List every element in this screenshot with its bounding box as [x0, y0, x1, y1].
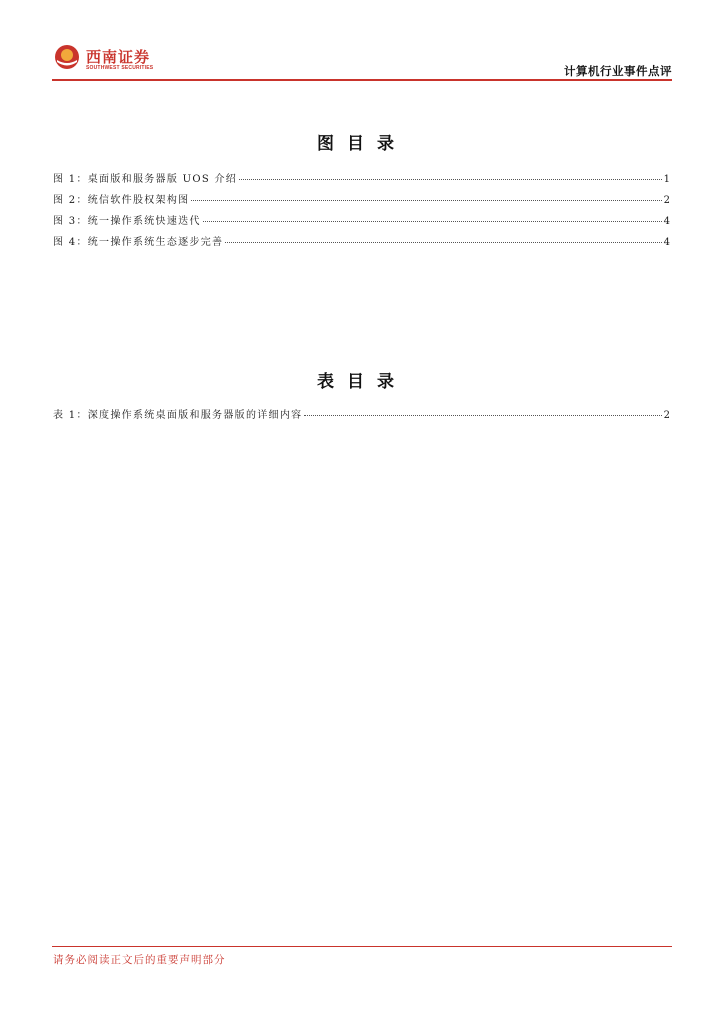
logo-english-name: SOUTHWEST SECURITIES — [86, 65, 154, 71]
toc-entry-label: 图 1：桌面版和服务器版 UOS 介绍 — [53, 174, 238, 185]
toc-leader-dots — [239, 179, 662, 180]
logo-sun-icon — [54, 44, 80, 70]
toc-entry-page: 2 — [663, 410, 670, 421]
toc-entry-figure-4[interactable] — [53, 233, 670, 254]
toc-entry-table-1[interactable] — [53, 406, 670, 427]
toc-entry-figure-2[interactable] — [53, 191, 670, 212]
figures-toc-title: 图目录 — [317, 134, 407, 154]
toc-entry-page: 2 — [663, 195, 670, 206]
toc-leader-dots — [191, 200, 661, 201]
toc-entry-label: 表 1：深度操作系统桌面版和服务器版的详细内容 — [53, 410, 303, 421]
tables-toc-list — [53, 406, 670, 427]
toc-entry-label: 图 2：统信软件股权架构图 — [53, 195, 190, 206]
toc-entry-figure-3[interactable] — [53, 212, 670, 233]
toc-entry-page: 1 — [663, 174, 670, 185]
toc-entry-label: 图 3：统一操作系统快速迭代 — [53, 216, 201, 227]
tables-toc-title: 表目录 — [317, 372, 407, 392]
footer-divider — [52, 946, 672, 947]
toc-entry-page: 4 — [663, 237, 670, 248]
toc-leader-dots — [225, 242, 661, 243]
footer-disclaimer-notice: 请务必阅读正文后的重要声明部分 — [53, 954, 226, 966]
header-divider — [52, 79, 672, 81]
logo-chinese-name: 西南证券 — [86, 48, 151, 66]
toc-entry-label: 图 4：统一操作系统生态逐步完善 — [53, 237, 224, 248]
toc-entry-page: 4 — [663, 216, 670, 227]
report-type: 计算机行业事件点评 — [564, 64, 672, 78]
toc-leader-dots — [304, 415, 661, 416]
toc-entry-figure-1[interactable] — [53, 170, 670, 191]
toc-leader-dots — [203, 221, 662, 222]
company-logo — [54, 44, 174, 74]
figures-toc-list — [53, 170, 670, 254]
